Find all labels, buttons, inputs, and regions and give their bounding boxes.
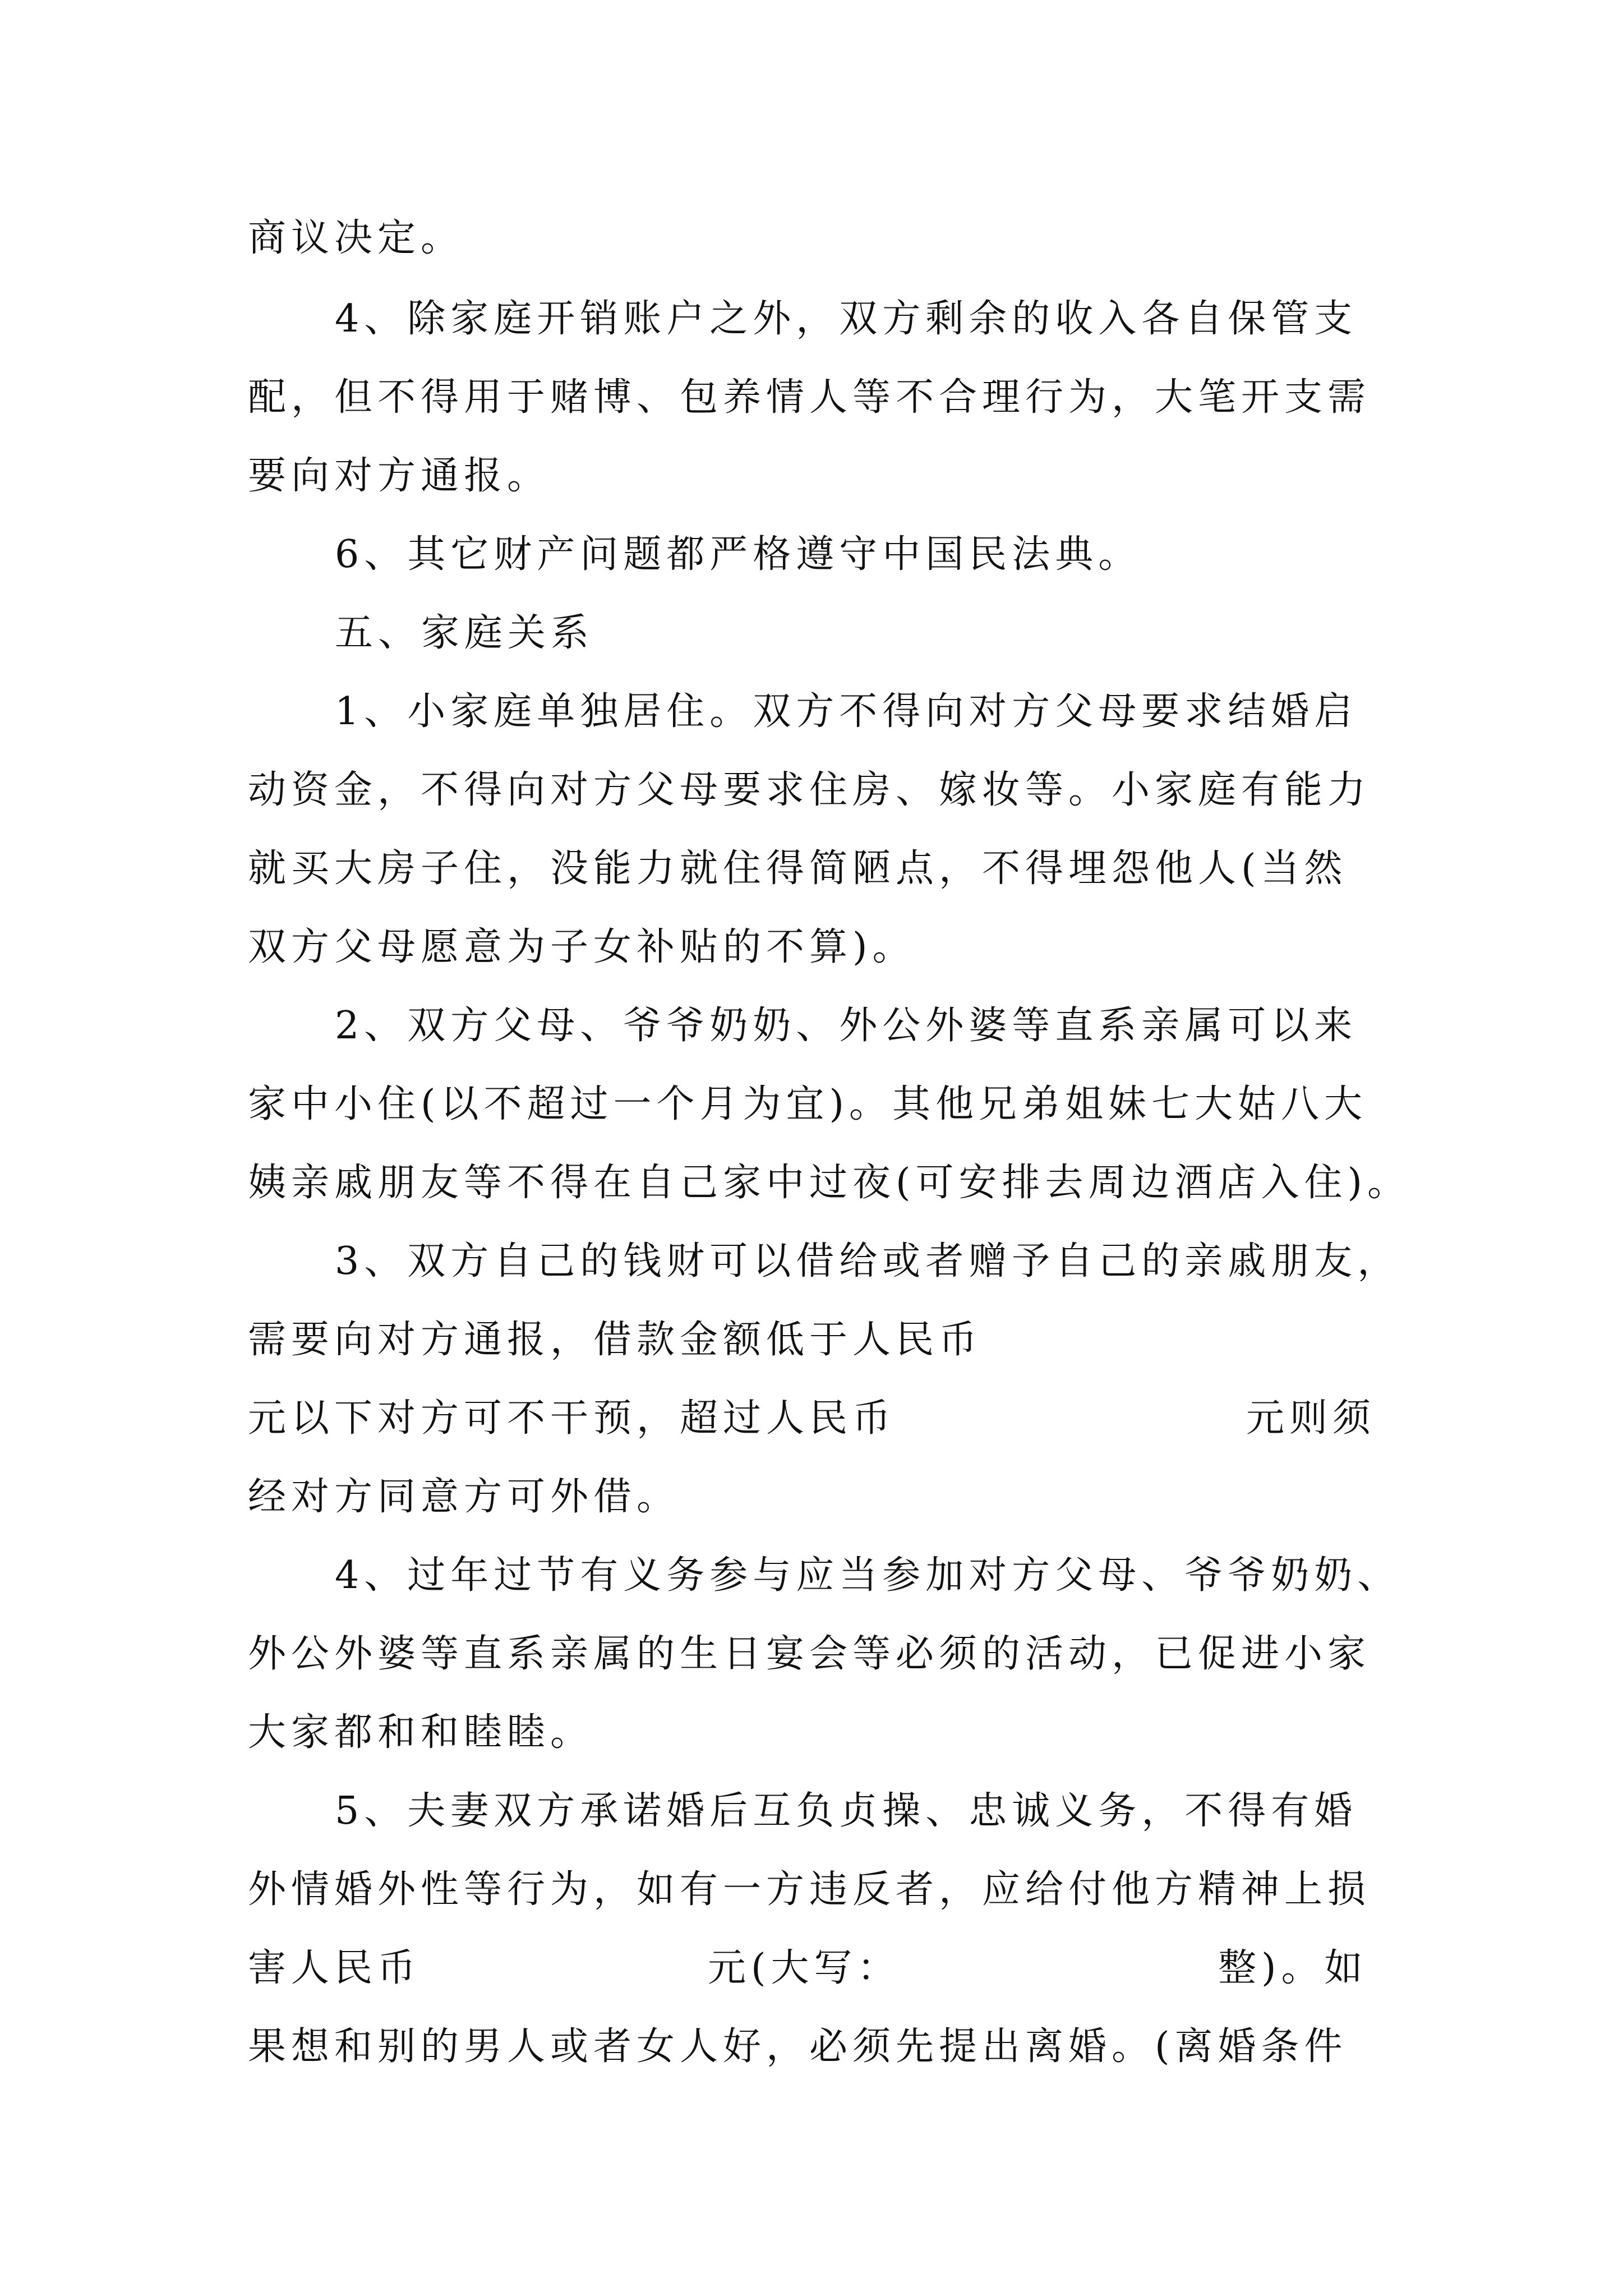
text-line: 家中小住(以不超过一个月为宜)。其他兄弟姐妹七大姑八大 [248,1082,1368,1126]
text-line: 双方父母愿意为子女补贴的不算)。 [248,925,916,969]
text-line: 动资金，不得向对方父母要求住房、嫁妆等。小家庭有能力 [248,768,1371,812]
text-line: 元则须 [1246,1396,1376,1441]
text-line: 害人民币 [248,1946,421,1990]
text-line: 4、除家庭开销账户之外，双方剩余的收入各自保管支 [335,297,1358,341]
text-line: 整)。如 [1218,1946,1368,1990]
text-line: 要向对方通报。 [248,454,551,498]
text-line: 4、过年过节有义务参与应当参加对方父母、爷爷奶奶、 [335,1553,1401,1598]
text-line: 就买大房子住，没能力就住得简陋点，不得埋怨他人(当然 [248,846,1348,891]
text-line: 1、小家庭单独居住。双方不得向对方父母要求结婚启 [335,689,1358,734]
text-line: 2、双方父母、爷爷奶奶、外公外婆等直系亲属可以来 [335,1004,1358,1048]
text-line: 配，但不得用于赌博、包养情人等不合理行为，大笔开支需 [248,375,1371,420]
section-heading: 五、家庭关系 [335,611,594,655]
text-line: 外情婚外性等行为，如有一方违反者，应给付他方精神上损 [248,1867,1371,1912]
text-line: 外公外婆等直系亲属的生日宴会等必须的活动，已促进小家 [248,1632,1371,1676]
text-line: 5、夫妻双方承诺婚后互负贞操、忠诚义务，不得有婚 [335,1789,1358,1833]
text-line: 需要向对方通报，借款金额低于人民币 [248,1318,983,1362]
text-line: 果想和别的男人或者女人好，必须先提出离婚。(离婚条件 [248,2024,1348,2069]
text-line: 6、其它财产问题都严格遵守中国民法典。 [335,532,1142,577]
text-line: 商议决定。 [248,216,464,260]
text-line: 经对方同意方可外借。 [248,1475,680,1519]
text-line: 姨亲戚朋友等不得在自己家中过夜(可安排去周边酒店入住)。 [248,1161,1411,1205]
text-line: 大家都和和睦睦。 [248,1710,594,1755]
text-line: 元(大写： [708,1946,901,1990]
text-line: 3、双方自己的钱财可以借给或者赠予自己的亲戚朋友， [335,1239,1401,1283]
text-line: 元以下对方可不干预，超过人民币 [248,1396,896,1441]
